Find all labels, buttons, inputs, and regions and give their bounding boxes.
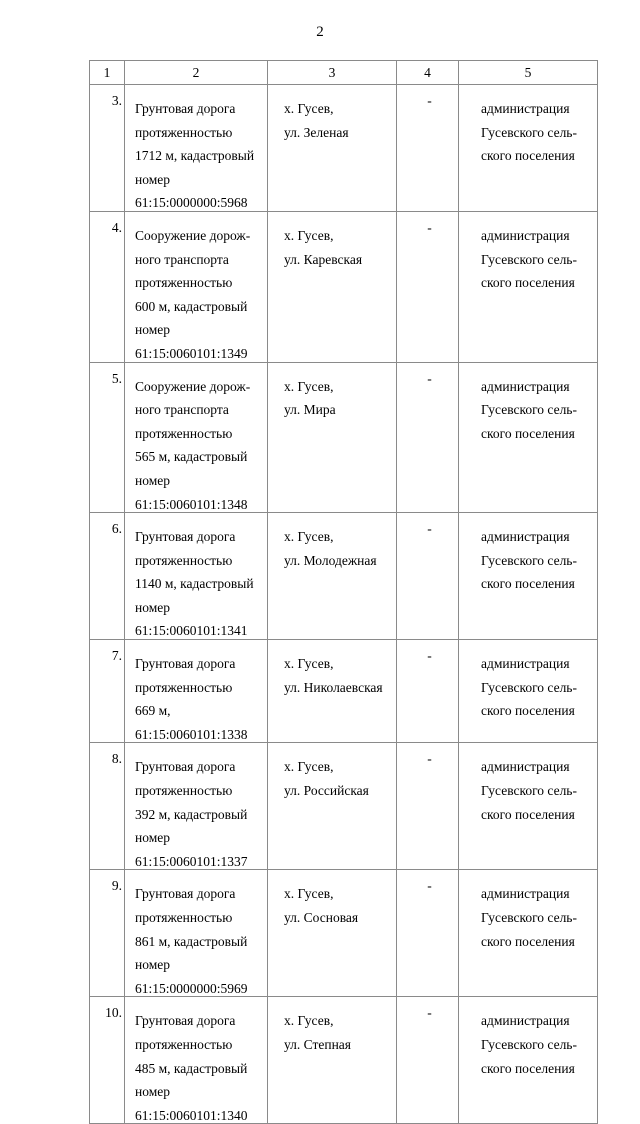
owner-line: ского поселения bbox=[481, 148, 575, 164]
description-line: номер bbox=[135, 171, 171, 187]
column4-cell bbox=[397, 362, 459, 513]
description-line: 1140 м, кадастровый bbox=[135, 576, 254, 592]
owner-cell bbox=[459, 362, 598, 513]
row-number: 3. bbox=[111, 93, 122, 108]
address-cell bbox=[268, 211, 397, 362]
address-line: ул. Мира bbox=[284, 402, 336, 418]
description-line: Сооружение дорож- bbox=[135, 378, 251, 394]
objects-table bbox=[89, 60, 598, 1124]
description-line: 61:15:0060101:1338 bbox=[135, 726, 248, 742]
owner-cell bbox=[459, 513, 598, 640]
header-cell-3: 3 bbox=[268, 61, 397, 85]
description-line: 61:15:0060101:1349 bbox=[135, 345, 248, 361]
row-number: 7. bbox=[111, 648, 122, 664]
address-line: х. Гусев, bbox=[284, 1013, 334, 1029]
object-description-cell bbox=[125, 362, 268, 513]
column4-cell bbox=[397, 870, 459, 997]
row-number-cell bbox=[90, 743, 125, 870]
address-cell bbox=[268, 743, 397, 870]
description-line: 61:15:0000000:5968 bbox=[135, 195, 248, 211]
description-line: протяженностью bbox=[135, 425, 233, 441]
description-line: ного транспорта bbox=[135, 402, 229, 418]
owner-line: Гусевского сель- bbox=[481, 1036, 577, 1052]
description-line: 61:15:0060101:1348 bbox=[135, 496, 248, 512]
object-description-cell bbox=[125, 211, 268, 362]
column4-cell bbox=[397, 640, 459, 743]
description-line: Сооружение дорож- bbox=[135, 227, 251, 243]
description-line: Грунтовая дорога bbox=[135, 656, 236, 672]
column4-value: - bbox=[427, 521, 432, 537]
description-line: 61:15:0060101:1340 bbox=[135, 1107, 248, 1123]
header-cell-4: 4 bbox=[397, 61, 459, 85]
row-number: 10. bbox=[105, 1005, 122, 1021]
owner-line: ского поселения bbox=[481, 933, 575, 949]
table-row bbox=[90, 997, 598, 1124]
owner-line: администрация bbox=[481, 227, 570, 243]
address-line: ул. Зеленая bbox=[284, 124, 349, 140]
address-line: х. Гусев, bbox=[284, 759, 334, 775]
owner-line: Гусевского сель- bbox=[481, 552, 577, 568]
description-line: номер bbox=[135, 957, 171, 973]
address-cell bbox=[268, 362, 397, 513]
page-number: 2 bbox=[316, 24, 324, 40]
description-line: номер bbox=[135, 322, 171, 338]
column4-value: - bbox=[427, 751, 432, 767]
column4-value: - bbox=[427, 93, 432, 108]
description-line: 600 м, кадастровый bbox=[135, 298, 248, 314]
address-line: х. Гусев, bbox=[284, 227, 334, 243]
object-description-cell bbox=[125, 640, 268, 743]
owner-cell bbox=[459, 211, 598, 362]
owner-cell bbox=[459, 870, 598, 997]
address-line: х. Гусев, bbox=[284, 656, 334, 672]
description-line: номер bbox=[135, 472, 171, 488]
description-line: номер bbox=[135, 599, 171, 615]
description-line: протяженностью bbox=[135, 783, 233, 799]
row-number-cell bbox=[90, 640, 125, 743]
owner-line: администрация bbox=[481, 886, 570, 902]
table-row bbox=[90, 513, 598, 640]
description-line: 861 м, кадастровый bbox=[135, 933, 248, 949]
object-description-cell bbox=[125, 85, 268, 212]
description-line: Грунтовая дорога bbox=[135, 886, 236, 902]
owner-line: администрация bbox=[481, 656, 570, 672]
description-line: Грунтовая дорога bbox=[135, 759, 236, 775]
row-number-cell bbox=[90, 997, 125, 1124]
column4-value: - bbox=[427, 370, 432, 386]
owner-line: ского поселения bbox=[481, 275, 575, 291]
row-number: 6. bbox=[111, 521, 122, 537]
owner-line: администрация bbox=[481, 378, 570, 394]
owner-line: Гусевского сель- bbox=[481, 910, 577, 925]
table-row bbox=[90, 362, 598, 513]
column4-cell bbox=[397, 211, 459, 362]
address-line: ул. Российская bbox=[284, 783, 369, 799]
address-line: ул. Николаевская bbox=[284, 679, 383, 695]
owner-line: администрация bbox=[481, 529, 570, 545]
column4-cell bbox=[397, 743, 459, 870]
column4-value: - bbox=[427, 648, 432, 664]
description-line: 565 м, кадастровый bbox=[135, 449, 248, 465]
column4-value: - bbox=[427, 219, 432, 235]
owner-line: администрация bbox=[481, 101, 570, 116]
address-line: х. Гусев, bbox=[284, 101, 334, 116]
row-number: 4. bbox=[111, 219, 122, 235]
owner-line: администрация bbox=[481, 1013, 570, 1029]
column4-value: - bbox=[427, 1005, 432, 1021]
owner-line: ского поселения bbox=[481, 703, 575, 719]
column4-cell bbox=[397, 513, 459, 640]
description-line: протяженностью bbox=[135, 275, 233, 291]
address-cell bbox=[268, 85, 397, 212]
address-line: ул. Степная bbox=[284, 1036, 352, 1052]
address-cell bbox=[268, 513, 397, 640]
column4-value: - bbox=[427, 878, 432, 894]
description-line: Грунтовая дорога bbox=[135, 101, 236, 116]
description-line: номер bbox=[135, 1084, 171, 1100]
owner-cell bbox=[459, 743, 598, 870]
owner-line: ского поселения bbox=[481, 425, 575, 441]
owner-line: Гусевского сель- bbox=[481, 251, 577, 267]
table-row bbox=[90, 743, 598, 870]
owner-line: Гусевского сель- bbox=[481, 783, 577, 799]
description-line: 669 м, bbox=[135, 703, 171, 719]
description-line: протяженностью bbox=[135, 679, 233, 695]
owner-line: ского поселения bbox=[481, 806, 575, 822]
description-line: 61:15:0060101:1341 bbox=[135, 623, 248, 639]
address-line: ул. Молодежная bbox=[284, 552, 377, 568]
column4-cell bbox=[397, 997, 459, 1124]
column4-cell bbox=[397, 85, 459, 212]
row-number-cell bbox=[90, 513, 125, 640]
owner-cell bbox=[459, 997, 598, 1124]
owner-line: ского поселения bbox=[481, 1060, 575, 1076]
row-number: 9. bbox=[111, 878, 122, 894]
object-description-cell bbox=[125, 743, 268, 870]
description-line: протяженностью bbox=[135, 910, 233, 925]
object-description-cell bbox=[125, 513, 268, 640]
table-header-row bbox=[90, 61, 598, 85]
row-number-cell bbox=[90, 85, 125, 212]
row-number: 8. bbox=[111, 751, 122, 767]
address-line: х. Гусев, bbox=[284, 378, 334, 394]
description-line: 61:15:0060101:1337 bbox=[135, 853, 248, 869]
row-number: 5. bbox=[111, 370, 122, 386]
row-number-cell bbox=[90, 870, 125, 997]
address-cell bbox=[268, 997, 397, 1124]
description-line: Грунтовая дорога bbox=[135, 1013, 236, 1029]
description-line: протяженностью bbox=[135, 124, 233, 140]
owner-cell bbox=[459, 640, 598, 743]
owner-cell bbox=[459, 85, 598, 212]
address-cell bbox=[268, 640, 397, 743]
address-line: ул. Каревская bbox=[284, 251, 363, 267]
owner-line: Гусевского сель- bbox=[481, 679, 577, 695]
description-line: Грунтовая дорога bbox=[135, 529, 236, 545]
table-row bbox=[90, 870, 598, 997]
address-line: ул. Сосновая bbox=[284, 910, 359, 925]
table-row bbox=[90, 211, 598, 362]
description-line: 485 м, кадастровый bbox=[135, 1060, 248, 1076]
description-line: 61:15:0000000:5969 bbox=[135, 980, 248, 996]
address-line: х. Гусев, bbox=[284, 886, 334, 902]
object-description-cell bbox=[125, 870, 268, 997]
description-line: 392 м, кадастровый bbox=[135, 806, 248, 822]
description-line: 1712 м, кадастровый bbox=[135, 148, 255, 164]
header-cell-5: 5 bbox=[459, 61, 598, 85]
owner-line: ского поселения bbox=[481, 576, 575, 592]
owner-line: Гусевского сель- bbox=[481, 402, 577, 418]
row-number-cell bbox=[90, 211, 125, 362]
description-line: протяженностью bbox=[135, 1036, 233, 1052]
owner-line: администрация bbox=[481, 759, 570, 775]
address-cell bbox=[268, 870, 397, 997]
table-row bbox=[90, 640, 598, 743]
object-description-cell bbox=[125, 997, 268, 1124]
description-line: ного транспорта bbox=[135, 251, 229, 267]
address-line: х. Гусев, bbox=[284, 529, 334, 545]
table-row bbox=[90, 85, 598, 212]
header-cell-1: 1 bbox=[90, 61, 125, 85]
owner-line: Гусевского сель- bbox=[481, 124, 577, 140]
header-cell-2: 2 bbox=[125, 61, 268, 85]
row-number-cell bbox=[90, 362, 125, 513]
description-line: протяженностью bbox=[135, 552, 233, 568]
description-line: номер bbox=[135, 830, 171, 846]
